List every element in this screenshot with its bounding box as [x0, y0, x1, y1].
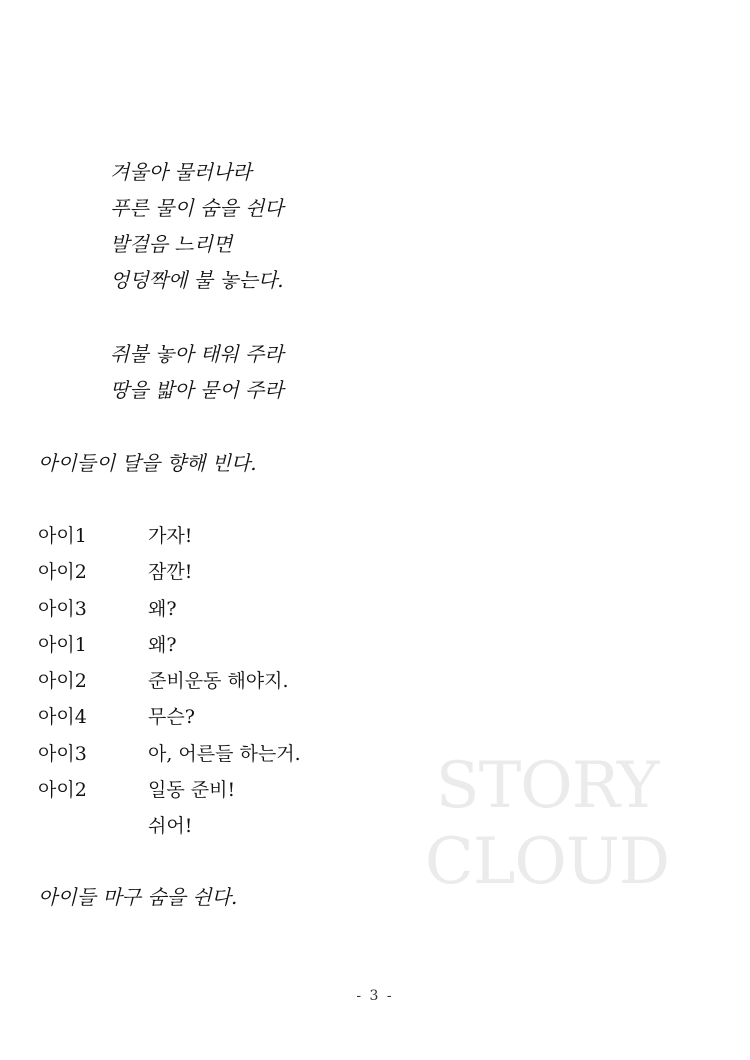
speaker-name: 아이1 — [38, 525, 87, 547]
speaker-name: 아이2 — [38, 561, 87, 584]
watermark-line: STORY — [435, 749, 659, 823]
speaker-name: 아이3 — [38, 742, 87, 765]
verse-line: 쥐불 놓아 태워 주라 — [110, 342, 284, 366]
verse-stanza-2 — [110, 336, 284, 408]
verse-line: 푸른 물이 숨을 쉰다 — [110, 196, 284, 220]
verse-stanza-1 — [110, 154, 284, 298]
dialogue-line: 가자! — [148, 525, 193, 547]
watermark — [402, 748, 692, 900]
speaker-name: 아이2 — [38, 779, 87, 802]
speaker-name: 아이2 — [38, 670, 87, 693]
verse-line: 발걸음 느리면 — [110, 232, 233, 256]
dialogue-line: 쉬어! — [148, 815, 193, 838]
stage-direction: 아이들 마구 숨을 쉰다. — [38, 885, 238, 909]
verse-line: 땅을 밟아 묻어 주라 — [110, 378, 284, 402]
page-number: - 3 - — [356, 988, 394, 1004]
stage-direction: 아이들이 달을 향해 빈다. — [38, 451, 257, 475]
speaker-name: 아이3 — [38, 597, 87, 620]
dialogue-line: 왜? — [148, 597, 177, 620]
verse-line: 겨울아 물러나라 — [110, 160, 252, 184]
dialogue-line: 준비운동 해야지. — [148, 670, 289, 693]
watermark-line: CLOUD — [424, 825, 670, 899]
dialogue-line: 잠깐! — [148, 561, 193, 584]
dialogue-line: 아, 어른들 하는거. — [148, 742, 301, 765]
dialogue-line: 일동 준비! — [148, 779, 236, 802]
speaker-name: 아이1 — [38, 633, 87, 656]
dialogue-line: 왜? — [148, 633, 177, 656]
dialogue-line: 무슨? — [148, 706, 195, 729]
verse-line: 엉덩짝에 불 놓는다. — [110, 268, 284, 292]
speaker-name: 아이4 — [38, 706, 87, 729]
